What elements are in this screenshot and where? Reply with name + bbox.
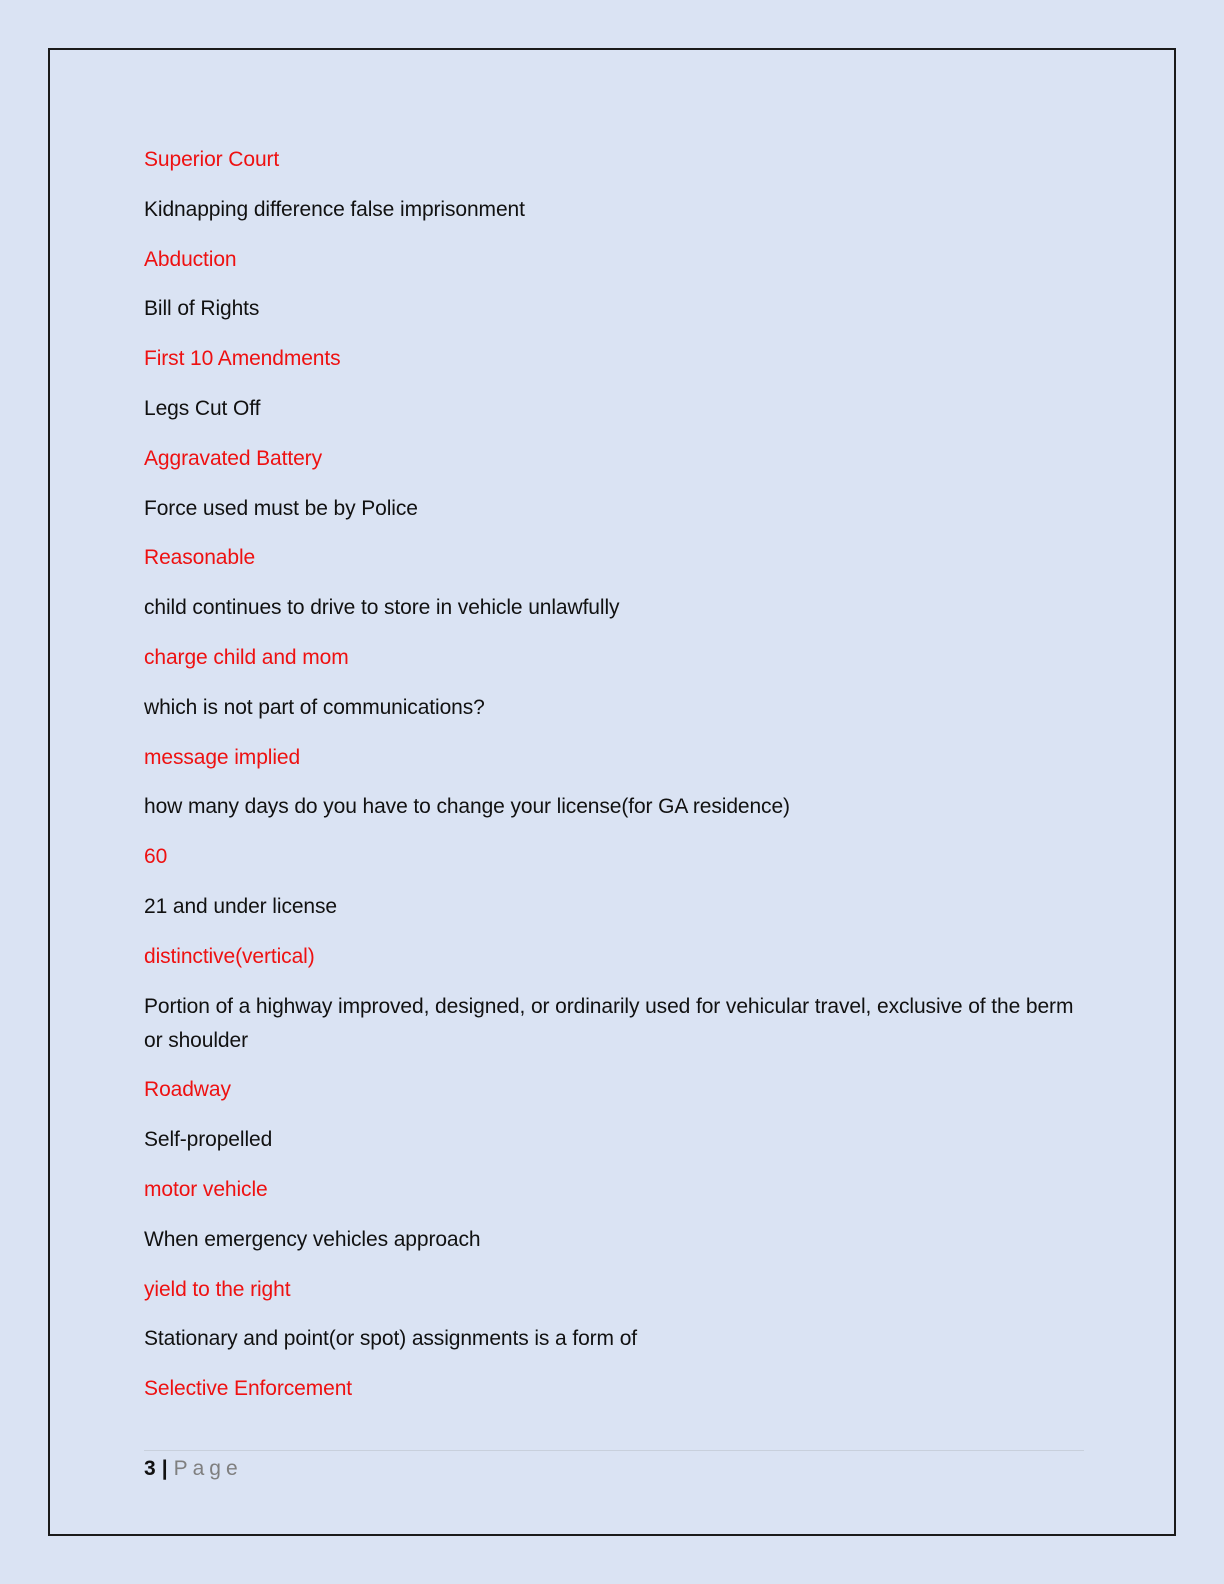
answer-line: message implied (144, 745, 301, 769)
answer-line: 60 (144, 845, 168, 869)
page-footer (144, 1454, 243, 1484)
question-line: When emergency vehicles approach (144, 1227, 481, 1251)
question-line: Kidnapping difference false imprisonment (144, 197, 525, 221)
answer-line: yield to the right (144, 1277, 291, 1301)
answer-line: Roadway (144, 1078, 231, 1102)
answer-line: distinctive(vertical) (144, 944, 315, 968)
question-line: how many days do you have to change your license(for GA residence) (144, 795, 790, 819)
question-line: Legs Cut Off (144, 396, 261, 420)
document-body (144, 143, 1084, 1422)
answer-line: Selective Enforcement (144, 1377, 353, 1401)
question-line: Bill of Rights (144, 297, 260, 321)
question-line: which is not part of communications? (144, 695, 485, 719)
page-number: 3 (144, 1457, 156, 1480)
page-label: Page (173, 1457, 243, 1480)
question-line: Stationary and point(or spot) assignments is a form of (144, 1327, 638, 1351)
answer-line: Aggravated Battery (144, 446, 322, 470)
question-line: 21 and under license (144, 894, 337, 918)
answer-line: charge child and mom (144, 645, 349, 669)
footer-divider (144, 1450, 1084, 1451)
question-line: Self-propelled (144, 1128, 273, 1152)
question-line: Force used must be by Police (144, 496, 418, 520)
answer-line: Abduction (144, 247, 237, 271)
answer-line: motor vehicle (144, 1177, 268, 1201)
answer-line: Reasonable (144, 546, 256, 570)
question-line: Portion of a highway improved, designed, or ordinarily used for vehicular travel, exclusive of the berm or shoulder (144, 994, 1074, 1052)
question-line: child continues to drive to store in vehicle unlawfully (144, 596, 620, 620)
answer-line: First 10 Amendments (144, 347, 341, 371)
footer-separator: | (161, 1457, 168, 1480)
answer-line: Superior Court (144, 148, 280, 171)
